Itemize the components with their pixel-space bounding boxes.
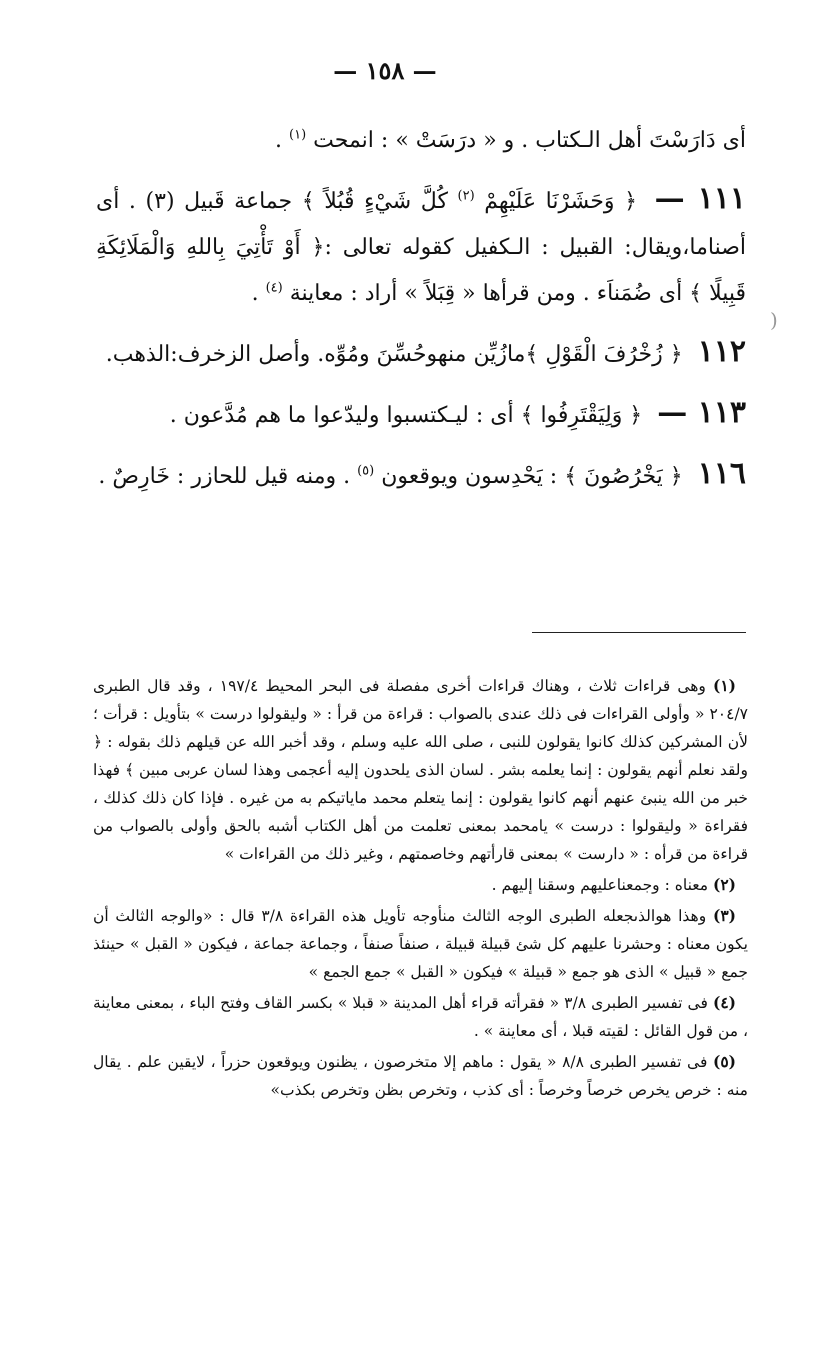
footnote-number: (٤) bbox=[712, 993, 736, 1012]
main-paragraph bbox=[96, 176, 746, 317]
verse-number: ١١٦ bbox=[697, 456, 746, 491]
paragraph-text: ﴿ زُخْرُفَ الْقَوْلِ ﴾مازُيِّن منهوحُسِّنَ ومُوِّه. وأصل الزخرف:الذهب. bbox=[105, 342, 683, 367]
main-paragraph bbox=[96, 390, 746, 439]
footnote-text: فى تفسير الطبرى ٣/٨ « فقرأته قراء أهل المدينة « قبلا » بكسر القاف وفتح الباء ، بمعنى معاينة ، من قول القائل : لقيته قبلا ، أى معاينة » . bbox=[93, 994, 748, 1040]
footnote-text: وهى قراءات ثلاث ، وهناك قراءات أخرى مفصلة فى البحر المحيط ١٩٧/٤ ، وقد قال الطبرى ٢٠٤/٧ « وأولى القراءات فى ذلك عندى بالصواب : قراءة من قرأ : « وليقولوا درست » بتأويل : قرأت ؛ لأن المشركين كذلك كانوا يقولون للنبى ، صلى الله عليه وسلم ، وقد أخبر الله عن قيلهم ذلك بقوله : ﴿ ولقد نعلم أنهم يقولون : إنما يعلمه بشر . لسان الذى يلحدون إليه أعجمى وهذا لسان عربى مبين ﴾ فهذا خبر من الله ينبئ عنهم أنهم كانوا يقولون : إنما يتعلم محمد ماياتيكم به من غيره . فإذا كان ذلك كذلك ، فقراءة « وليقولوا : درست » يامحمد بمعنى تعلمت من أهل الكتاب أشبه بالحق وأولى بالصواب من قراءة من قرأه : « دارست » بمعنى قارأتهم وخاصمتهم ، وغير ذلك من القراءات » bbox=[93, 677, 748, 863]
main-paragraph bbox=[96, 329, 746, 378]
footnote-text: فى تفسير الطبرى ٨/٨ « يقول : ماهم إلا متخرصون ، يظنون ويوقعون حزراً ، لايقين علم . يقال منه : خرص يخرص خرصاً وخرصاً : أى كذب ، وتخرص بظن وتخرص بكذب» bbox=[93, 1053, 748, 1099]
footnote-number: (٢) bbox=[712, 875, 736, 894]
footnote-ref: (٤) bbox=[265, 280, 283, 296]
page-number: — ١٥٨ — bbox=[333, 56, 437, 85]
footnote-divider bbox=[532, 632, 746, 633]
footnotes bbox=[93, 672, 748, 1107]
footnote bbox=[93, 672, 748, 868]
footnote-number: (١) bbox=[712, 676, 736, 695]
verse-number: ١١٢ bbox=[697, 334, 746, 369]
verse-number: ١١١ — bbox=[654, 181, 746, 216]
verse-number: ١١٣ — bbox=[657, 395, 746, 430]
paragraph-tail: . bbox=[275, 128, 283, 153]
footnote-number: (٣) bbox=[712, 906, 736, 925]
paragraph-text: أى دَارَسْتَ أهل الـكتاب . و « درَسَتْ » : انمحت bbox=[313, 128, 746, 153]
main-text bbox=[96, 118, 746, 512]
margin-mark: ( bbox=[770, 308, 778, 332]
footnote bbox=[93, 1048, 748, 1104]
footnote-text: وهذا هوالذىجعله الطبرى الوجه الثالث منأوجه تأويل هذه القراءة ٣/٨ قال : «والوجه الثالث أن يكون معناه : وحشرنا عليهم كل شئ قبيلة قبيلة ، صنفاً صنفاً ، وجماعة جماعة ، فيكون « القبل » حينئذ جمع « قبيل » الذى هو جمع « قبيلة » فيكون « القبل » جمع الجمع » bbox=[93, 907, 748, 981]
paragraph-text: ﴿ يَخْرُصُونَ ﴾ : يَحْدِسون ويوقعون bbox=[381, 464, 683, 489]
paragraph-tail: كُلَّ شَيْءٍ قُبُلاً ﴾ جماعة قَبيل bbox=[184, 189, 448, 214]
footnote bbox=[93, 989, 748, 1045]
paragraph-continuation: (٣) . أى أصناما،ويقال: القبيل : الـكفيل كقوله تعالى :﴿ أَوْ تَأْتِيَ بِاللهِ وَالْمَلَائِكَةِ قَبِيلًا ﴾ أى ضُمَناَء . ومن قرأها « قِبَلاً » أراد : معاينة bbox=[96, 189, 746, 306]
footnote-text: معناه : وجمعناعليهم وسقنا إليهم . bbox=[491, 876, 709, 894]
paragraph-text: ﴿ وَلِيَقْتَرِفُوا ﴾ أى : ليـكتسبوا وليدّعوا ما هم مُدَّعون . bbox=[169, 403, 643, 428]
paragraph-tail: . bbox=[251, 281, 259, 306]
footnote-ref: (٢) bbox=[457, 188, 475, 204]
footnote-ref: (١) bbox=[289, 127, 307, 143]
footnote bbox=[93, 902, 748, 986]
main-paragraph bbox=[96, 451, 746, 500]
footnote-number: (٥) bbox=[712, 1052, 736, 1071]
paragraph-text: ﴿ وَحَشَرْنَا عَلَيْهِمْ bbox=[484, 189, 637, 214]
footnote-ref: (٥) bbox=[357, 463, 375, 479]
main-paragraph bbox=[96, 118, 746, 164]
footnote bbox=[93, 871, 748, 899]
paragraph-tail: . ومنه قيل للحازر : خَارِصٌ . bbox=[98, 464, 351, 489]
